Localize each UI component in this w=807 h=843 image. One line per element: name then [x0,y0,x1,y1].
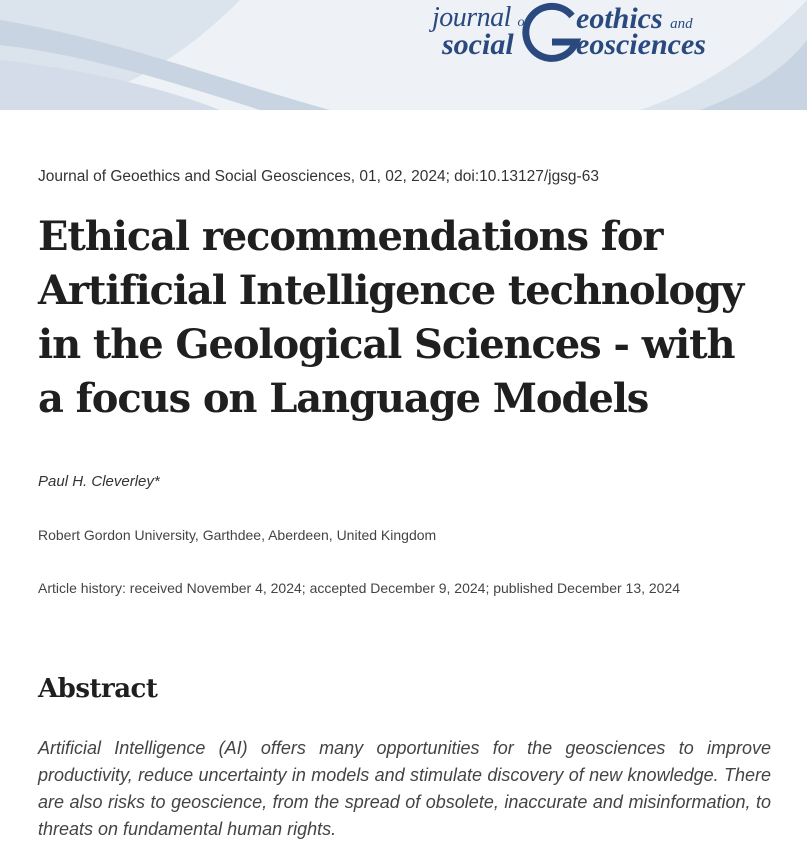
title-line: in the Geological Sciences - with [38,321,735,368]
author-affiliation: Robert Gordon University, Garthdee, Aberdeen, United Kingdom [38,527,437,543]
logo-g-icon [518,2,582,66]
article-citation: Journal of Geoethics and Social Geosciences, 01, 02, 2024; doi:10.13127/jgsg-63 [38,168,599,185]
title-line: Artificial Intelligence technology [38,267,744,314]
abstract-body: Artificial Intelligence (AI) offers many opportunities for the geosciences to improve productivity, reduce uncertainty in models and stimulate discovery of new knowledge. There are also risks to geoscience, from the spread of obsolete, inaccurate and misinformation, to threats on fundamental human rights. [38,738,771,839]
abstract-heading: Abstract [38,674,158,704]
author-name: Paul H. Cleverley* [38,473,160,490]
title-line: Ethical recommendations for [38,213,663,260]
logo-text-journal: journal of [432,2,528,33]
article-history: Article history: received November 4, 2024; accepted December 9, 2024; published December 13, 2024 [38,580,681,596]
logo-text-geosciences: eosciences [576,28,706,61]
logo-text-social: social [442,28,514,61]
title-line: a focus on Language Models [38,375,649,422]
journal-logo[interactable] [428,0,728,70]
article-title [38,210,758,426]
logo-text-geoethics: eothics and [576,2,693,35]
journal-banner [0,0,807,110]
